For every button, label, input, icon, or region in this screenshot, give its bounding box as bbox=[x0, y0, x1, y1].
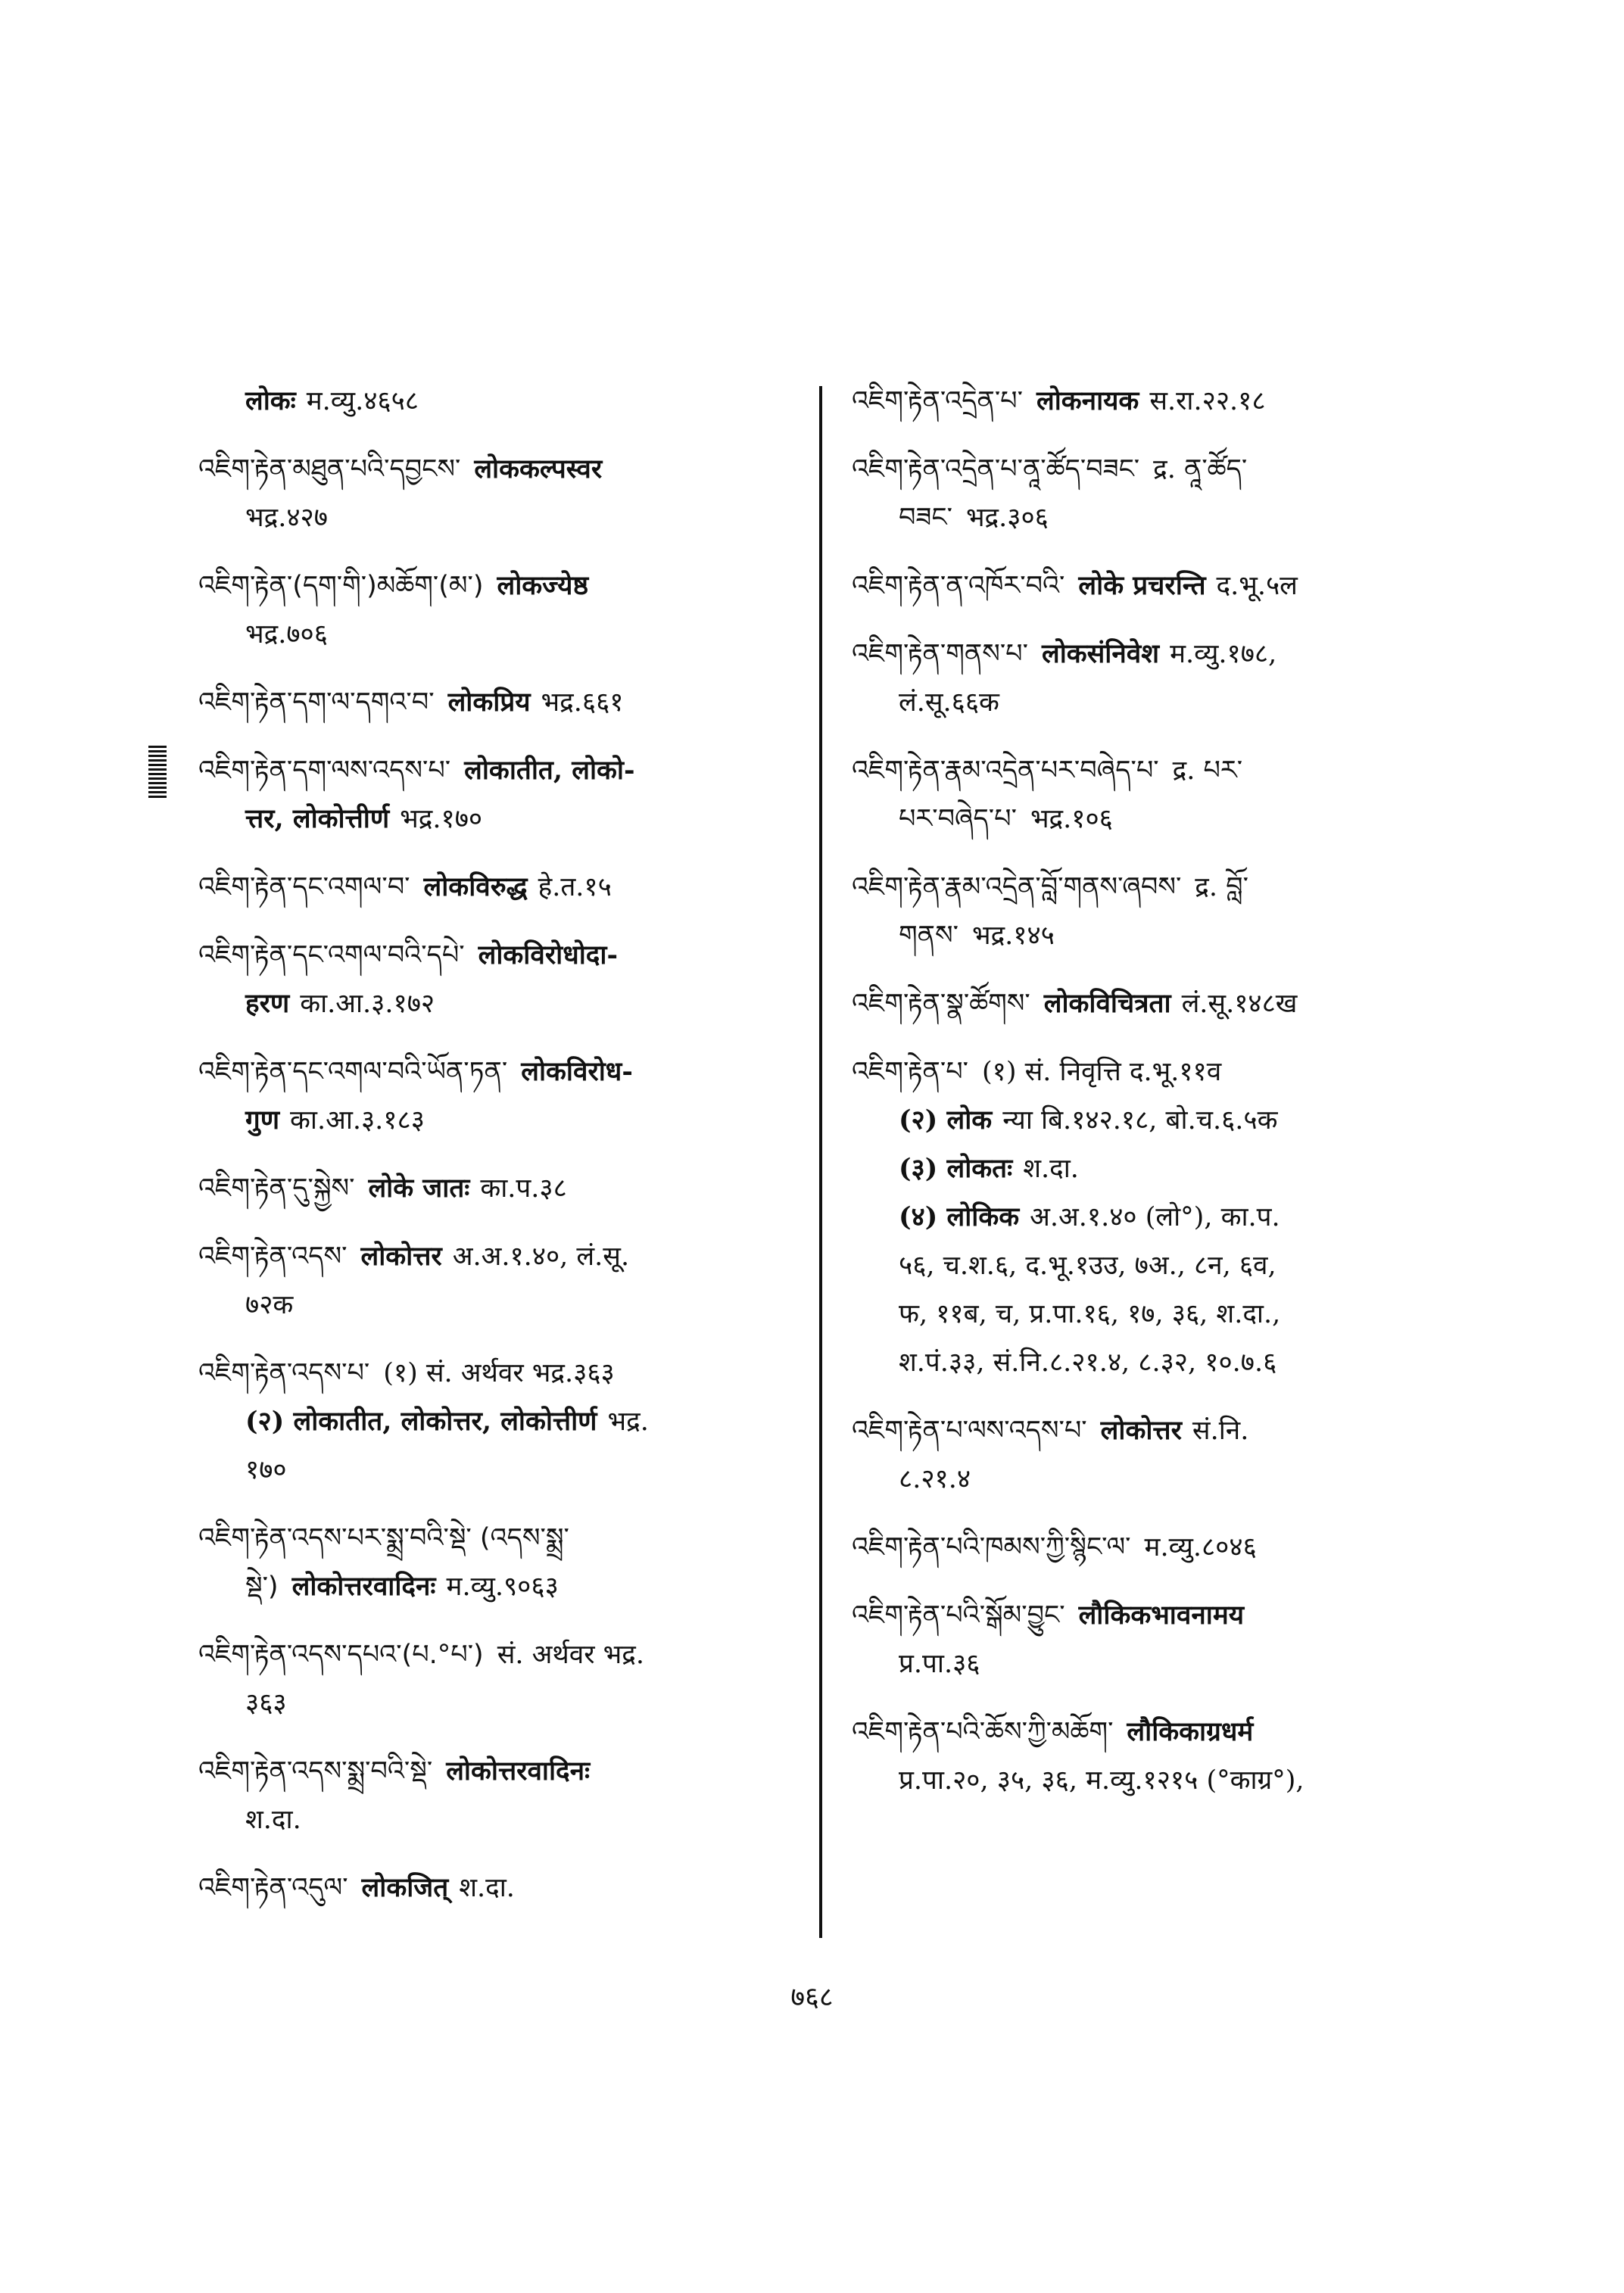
entry-headword-line bbox=[198, 931, 804, 980]
entry-headword-line bbox=[198, 1232, 804, 1281]
source-reference: सं.नि. bbox=[1192, 1416, 1249, 1446]
dictionary-entry bbox=[852, 1591, 1473, 1688]
entry-headword-line bbox=[198, 1631, 804, 1679]
tibetan-term: འཇིག་རྟེན་དང་འགལ་བ་ bbox=[198, 872, 410, 902]
tibetan-term: གནས་ bbox=[899, 921, 959, 951]
sanskrit-equivalent: लोकोत्तरवादिनः bbox=[291, 1571, 436, 1602]
tibetan-term: འཇིག་རྟེན་པའི་སྒོམ་བྱུང་ bbox=[852, 1600, 1065, 1631]
source-reference: म.व्यु.९०६३ bbox=[446, 1572, 559, 1602]
entry-continuation-line bbox=[852, 1096, 1473, 1145]
source-reference: ५६, च.श.६, द.भू.१उउ, ७अ., ८न, ६व, bbox=[899, 1251, 1276, 1281]
source-reference: सं. अर्थवर भद्र. bbox=[497, 1640, 644, 1670]
dictionary-entry bbox=[852, 1407, 1473, 1503]
entry-continuation-line bbox=[198, 1796, 804, 1844]
right-column bbox=[852, 377, 1473, 1824]
entry-continuation-line bbox=[852, 1290, 1473, 1338]
tibetan-term: འཇིག་རྟེན་དག་ལས་འདས་པ་ bbox=[198, 756, 451, 786]
sanskrit-equivalent: लोकप्रिय bbox=[447, 687, 531, 718]
dictionary-entry bbox=[198, 377, 804, 425]
entry-continuation-line bbox=[852, 1455, 1473, 1503]
sanskrit-equivalent: (२) लोक bbox=[899, 1104, 993, 1136]
entry-continuation-line bbox=[852, 1756, 1473, 1805]
entry-continuation-line bbox=[198, 1281, 804, 1329]
entry-continuation-line bbox=[198, 1679, 804, 1728]
entry-headword-line bbox=[852, 863, 1473, 911]
entry-headword-line bbox=[198, 1864, 804, 1912]
entry-headword-line bbox=[198, 1048, 804, 1096]
source-reference: श.पं.३३, सं.नि.८.२१.४, ८.३२, १०.७.६ bbox=[899, 1347, 1277, 1378]
source-reference: ३६३ bbox=[245, 1688, 287, 1718]
sanskrit-equivalent: लोकविरोधोदा- bbox=[478, 939, 618, 970]
sanskrit-equivalent: लौकिकभावनामय bbox=[1078, 1600, 1245, 1631]
entry-headword-line bbox=[852, 980, 1473, 1028]
source-reference: म.व्यु.८०४६ bbox=[1144, 1532, 1257, 1562]
sanskrit-equivalent: (३) लोकतः bbox=[899, 1153, 1013, 1184]
tibetan-term: འཇིག་རྟེན་ན་འཁོར་བའི་ bbox=[852, 571, 1065, 601]
source-reference: श.दा. bbox=[1023, 1154, 1079, 1184]
entry-headword-line bbox=[198, 1164, 804, 1213]
sanskrit-equivalent: त्तर, लोकोत्तीर्ण bbox=[245, 803, 390, 834]
dictionary-entry bbox=[852, 863, 1473, 960]
entry-headword-line bbox=[198, 445, 804, 494]
tibetan-term: འཇིག་རྟེན་གནས་པ་ bbox=[852, 639, 1028, 669]
entry-continuation-line bbox=[198, 377, 804, 425]
source-reference: भद्र.१०६ bbox=[1030, 804, 1113, 834]
dictionary-entry bbox=[198, 1514, 804, 1611]
dictionary-entry bbox=[198, 1747, 804, 1844]
entry-headword-line bbox=[852, 746, 1473, 795]
sanskrit-equivalent: लोकः bbox=[245, 385, 296, 416]
dictionary-entry bbox=[198, 931, 804, 1028]
source-reference: का.प.३८ bbox=[480, 1173, 567, 1204]
source-reference: १७० bbox=[245, 1455, 287, 1485]
source-reference: द्र. ནཱ་ཚོད་ bbox=[1153, 454, 1248, 484]
entry-continuation-line bbox=[852, 795, 1473, 843]
tibetan-term: པར་བཞེད་པ་ bbox=[899, 804, 1017, 834]
entry-continuation-line bbox=[198, 980, 804, 1028]
sanskrit-equivalent: गुण bbox=[245, 1104, 280, 1136]
source-reference: भद्र.६६१ bbox=[541, 687, 624, 718]
source-reference: भद्र. bbox=[607, 1407, 649, 1437]
dictionary-entry bbox=[198, 445, 804, 542]
tibetan-term: འཇིག་རྟེན་རྣམ་འདྲེན་པར་བཞེད་པ་ bbox=[852, 756, 1159, 786]
dictionary-entry bbox=[852, 562, 1473, 610]
sanskrit-equivalent: लोककल्पस्वर bbox=[474, 453, 603, 484]
sanskrit-equivalent: लोकज्येष्ठ bbox=[497, 570, 589, 601]
sanskrit-equivalent: लोकोत्तर bbox=[1100, 1415, 1182, 1446]
entry-continuation-line bbox=[198, 1397, 804, 1446]
tibetan-term: འཇིག་རྟེན་འདུལ་ bbox=[198, 1873, 348, 1903]
tibetan-term: འཇིག་རྟེན་པའི་ཆོས་ཀྱི་མཆོག་ bbox=[852, 1717, 1114, 1747]
entry-continuation-line bbox=[198, 795, 804, 843]
source-reference: द्र. བློ་ bbox=[1195, 872, 1248, 902]
source-reference: न्या बि.१४२.१८, बो.च.६.५क bbox=[1002, 1105, 1278, 1136]
source-reference: म.व्यु.४६५८ bbox=[306, 386, 419, 416]
tibetan-term: འཇིག་རྟེན་དག་ལ་དགའ་བ་ bbox=[198, 687, 435, 718]
entry-headword-line bbox=[852, 1523, 1473, 1572]
source-reference: प्र.पा.२०, ३५, ३६, म.व्यु.१२१५ (°काग्र°), bbox=[899, 1765, 1304, 1796]
sanskrit-equivalent: लोके जातः bbox=[368, 1173, 470, 1204]
tibetan-term: འཇིག་རྟེན་འདྲེན་པ་ནཱ་ཚོད་བཟང་ bbox=[852, 454, 1140, 484]
dictionary-entry bbox=[198, 1349, 804, 1494]
tibetan-term: འཇིག་རྟེན་མཐུན་པའི་དབྱངས་ bbox=[198, 454, 461, 484]
entry-continuation-line bbox=[198, 1096, 804, 1145]
sanskrit-equivalent: लोकोत्तरवादिनः bbox=[446, 1756, 591, 1787]
source-reference: हे.त.१५ bbox=[538, 872, 612, 902]
dictionary-entry bbox=[852, 980, 1473, 1028]
tibetan-term: འཇིག་རྟེན་པ་ལས་འདས་པ་ bbox=[852, 1416, 1087, 1446]
dictionary-entry bbox=[198, 1232, 804, 1329]
entry-continuation-line bbox=[852, 1640, 1473, 1688]
entry-continuation-line bbox=[198, 494, 804, 542]
entry-headword-line bbox=[852, 562, 1473, 610]
source-reference: द्र. པར་ bbox=[1172, 756, 1243, 786]
source-reference: श.दा. bbox=[245, 1805, 301, 1835]
tibetan-term: འཇིག་རྟེན་དང་འགལ་བའི་ཡོན་ཏན་ bbox=[198, 1057, 508, 1087]
dictionary-entry bbox=[198, 678, 804, 727]
sanskrit-equivalent: हरण bbox=[245, 988, 290, 1019]
entry-continuation-line bbox=[852, 1338, 1473, 1387]
entry-continuation-line bbox=[852, 678, 1473, 727]
entry-continuation-line bbox=[852, 1193, 1473, 1242]
entry-headword-line bbox=[852, 1708, 1473, 1756]
tibetan-term: འཇིག་རྟེན་རྣམ་འདྲེན་བློ་གནས་ཞབས་ bbox=[852, 872, 1182, 902]
sanskrit-equivalent: लोकविरोध- bbox=[521, 1056, 633, 1087]
tibetan-term: འཇིག་རྟེན་འདས་པ་ bbox=[198, 1358, 370, 1388]
source-reference: फ, ११ब, च, प्र.पा.१६, १७, ३६, श.दा., bbox=[899, 1299, 1281, 1329]
dictionary-entry bbox=[852, 1048, 1473, 1387]
dictionary-entry bbox=[852, 445, 1473, 542]
tibetan-term: འཇིག་རྟེན་སྣ་ཚོགས་ bbox=[852, 989, 1030, 1019]
source-reference: का.आ.३.१७२ bbox=[300, 989, 435, 1019]
entry-headword-line bbox=[852, 377, 1473, 425]
tibetan-term: བཟང་ bbox=[899, 503, 952, 533]
source-reference: भद्र.३०६ bbox=[965, 503, 1049, 533]
sanskrit-equivalent: लोकविरुद्ध bbox=[423, 871, 528, 902]
entry-headword-line bbox=[198, 1514, 804, 1562]
dictionary-entry bbox=[198, 1164, 804, 1213]
entry-headword-line bbox=[852, 630, 1473, 678]
dictionary-entry bbox=[852, 746, 1473, 843]
sanskrit-equivalent: लोकसंनिवेश bbox=[1041, 638, 1160, 669]
sanskrit-equivalent: लोकोत्तर bbox=[360, 1241, 442, 1272]
dictionary-entry bbox=[852, 630, 1473, 727]
entry-continuation-line bbox=[852, 1242, 1473, 1290]
sanskrit-equivalent: लोकजित् bbox=[361, 1872, 449, 1903]
tibetan-term: འཇིག་རྟེན་འདས་སྨྲ་བའི་སྡེ་ bbox=[198, 1756, 433, 1787]
dictionary-entry bbox=[198, 1631, 804, 1728]
entry-headword-line bbox=[198, 863, 804, 911]
entry-headword-line bbox=[852, 1048, 1473, 1096]
tibetan-term: འཇིག་རྟེན་པའི་ཁམས་ཀྱི་སྙིང་ལ་ bbox=[852, 1532, 1131, 1562]
margin-tick-marks bbox=[148, 746, 167, 799]
sanskrit-equivalent: लोकातीत, लोको- bbox=[464, 755, 635, 786]
dictionary-entry bbox=[852, 377, 1473, 425]
source-reference: द.भू.५ल bbox=[1216, 571, 1298, 601]
entry-headword-line bbox=[198, 1349, 804, 1397]
source-reference: श.दा. bbox=[459, 1873, 515, 1903]
entry-headword-line bbox=[852, 1407, 1473, 1455]
source-reference: भद्र.४२७ bbox=[245, 503, 328, 533]
source-reference: का.आ.३.१८३ bbox=[290, 1105, 425, 1136]
source-reference: अ.अ.१.४०, लं.सू. bbox=[452, 1242, 630, 1272]
sanskrit-equivalent: लोके प्रचरन्ति bbox=[1078, 570, 1206, 601]
tibetan-term: འཇིག་རྟེན་འདས་ bbox=[198, 1242, 348, 1272]
source-reference: लं.सू.६६क bbox=[899, 687, 999, 718]
sanskrit-equivalent: लौकिकाग्रधर्म bbox=[1127, 1716, 1254, 1747]
source-reference: (१) सं. निवृत्ति द.भू.११व bbox=[982, 1057, 1222, 1087]
source-reference: ७२क bbox=[245, 1290, 294, 1320]
tibetan-term: འཇིག་རྟེན་(དག་གི་)མཆོག་(མ་) bbox=[198, 571, 484, 601]
entry-continuation-line bbox=[198, 1446, 804, 1494]
source-reference: भद्र.१७० bbox=[400, 804, 483, 834]
source-reference: प्र.पा.३६ bbox=[899, 1649, 980, 1679]
tibetan-term: འཇིག་རྟེན་པ་ bbox=[852, 1057, 969, 1087]
sanskrit-equivalent: लोकविचित्रता bbox=[1043, 988, 1171, 1019]
source-reference: (१) सं. अर्थवर भद्र.३६३ bbox=[383, 1358, 615, 1388]
sanskrit-equivalent: (४) लोकिक bbox=[899, 1201, 1020, 1232]
entry-headword-line bbox=[198, 746, 804, 795]
entry-headword-line bbox=[852, 1591, 1473, 1640]
dictionary-entry bbox=[198, 562, 804, 659]
tibetan-term: འཇིག་རྟེན་དུ་སྐྱེས་ bbox=[198, 1173, 355, 1204]
source-reference: ८.२१.४ bbox=[899, 1464, 971, 1494]
source-reference: म.व्यु.१७८, bbox=[1170, 639, 1277, 669]
page-number: ७६८ bbox=[790, 1982, 834, 2013]
source-reference: लं.सू.१४८ख bbox=[1181, 989, 1298, 1019]
tibetan-term: སྡེ་) bbox=[245, 1572, 279, 1602]
entry-headword-line bbox=[198, 562, 804, 610]
dictionary-entry bbox=[198, 1048, 804, 1145]
column-divider bbox=[819, 386, 822, 1938]
entry-continuation-line bbox=[198, 1562, 804, 1611]
entry-headword-line bbox=[198, 678, 804, 727]
entry-continuation-line bbox=[852, 911, 1473, 960]
entry-headword-line bbox=[852, 445, 1473, 494]
sanskrit-equivalent: लोकनायक bbox=[1036, 385, 1139, 416]
left-column bbox=[198, 377, 804, 1932]
tibetan-term: འཇིག་རྟེན་འདྲེན་པ་ bbox=[852, 386, 1023, 416]
dictionary-entry bbox=[198, 746, 804, 843]
sanskrit-equivalent: (२) लोकातीत, लोकोत्तर, लोकोत्तीर्ण bbox=[245, 1406, 597, 1437]
entry-headword-line bbox=[198, 1747, 804, 1796]
dictionary-entry bbox=[198, 1864, 804, 1912]
dictionary-entry bbox=[852, 1708, 1473, 1805]
entry-continuation-line bbox=[852, 1145, 1473, 1193]
entry-continuation-line bbox=[852, 494, 1473, 542]
source-reference: अ.अ.१.४० (लो°), का.प. bbox=[1030, 1202, 1280, 1232]
entry-continuation-line bbox=[198, 610, 804, 659]
dictionary-entry bbox=[198, 863, 804, 911]
source-reference: भद्र.७०६ bbox=[245, 619, 328, 650]
tibetan-term: འཇིག་རྟེན་དང་འགལ་བའི་དཔེ་ bbox=[198, 940, 465, 970]
source-reference: स.रा.२२.१८ bbox=[1149, 386, 1266, 416]
dictionary-entry bbox=[852, 1523, 1473, 1572]
source-reference: भद्र.१४५ bbox=[971, 921, 1055, 951]
tibetan-term: འཇིག་རྟེན་འདས་པར་སྨྲ་བའི་སྡེ་ (འདས་སྨྲ་ bbox=[198, 1523, 569, 1553]
tibetan-term: འཇིག་རྟེན་འདས་དཔའ་(པ.°པ་) bbox=[198, 1640, 484, 1670]
